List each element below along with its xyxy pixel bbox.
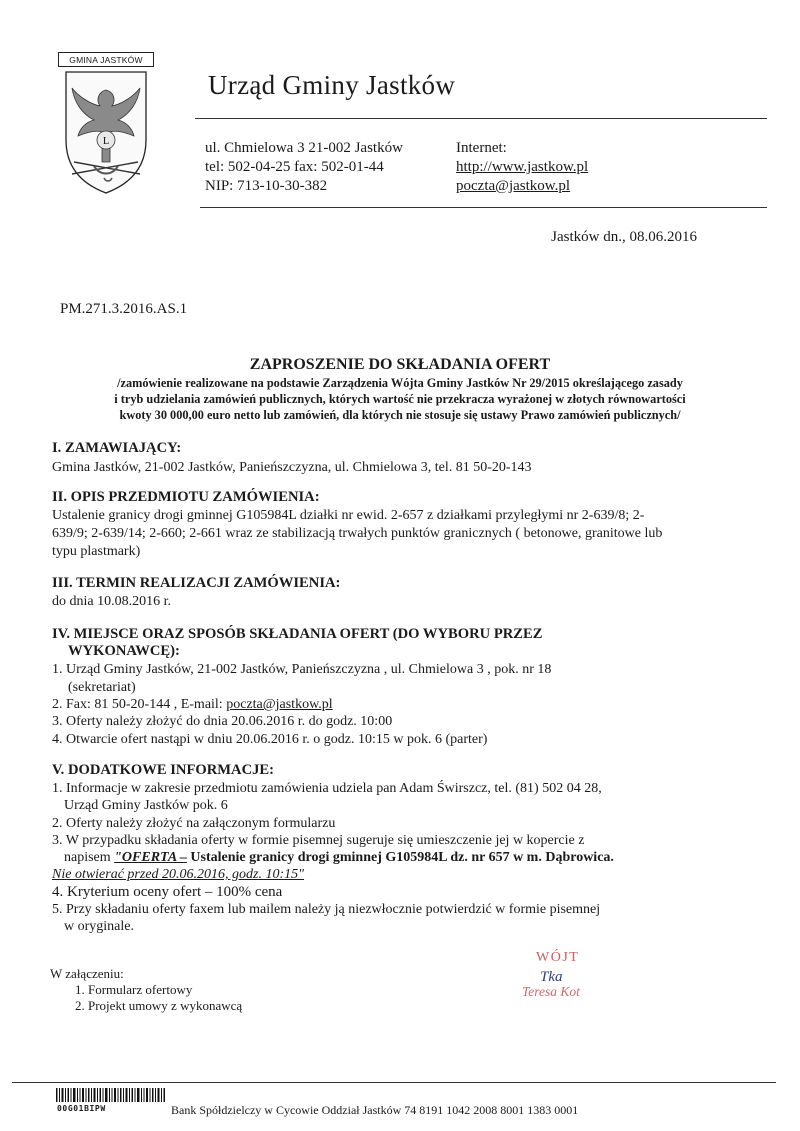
section-1-text: Gmina Jastków, 21-002 Jastków, Panieńszczyzna, ul. Chmielowa 3, tel. 81 50-20-143 [52, 460, 532, 475]
section-3-text: do dnia 10.08.2016 r. [52, 594, 171, 609]
internet-label: Internet: [456, 140, 507, 156]
section-2-heading: II. OPIS PRZEDMIOTU ZAMÓWIENIA: [52, 489, 320, 505]
document-date: Jastków dn., 08.06.2016 [551, 229, 697, 245]
list-item-cont [64, 849, 614, 867]
list-item: 2. Oferty należy złożyć na załączonym formularzu [52, 816, 336, 831]
list-item: 5. Przy składaniu oferty faxem lub mailem należy ją niezwłocznie potwierdzić w formie pisemnej [52, 902, 601, 917]
subtitle-line: i tryb udzielania zamówień publicznych, których wartość nie przekracza wyrażonej w złotych równowartości [114, 392, 686, 406]
oferta-label: "OFERTA – [114, 850, 187, 865]
stamp-title: WÓJT [536, 950, 580, 965]
list-item: 4. Kryterium oceny ofert – 100% cena [52, 884, 283, 900]
list-item-cont: Urząd Gminy Jastków pok. 6 [64, 798, 228, 813]
list-item-cont: w oryginale. [64, 919, 134, 934]
section-2-text [52, 507, 662, 561]
section-2-line: typu plastmark) [52, 544, 141, 559]
header-top-rule [195, 118, 767, 119]
signature: Tka [540, 969, 563, 985]
crest-label: GMINA JASTKÓW [58, 52, 154, 67]
svg-text:L: L [102, 136, 110, 147]
document-subtitle [60, 375, 740, 423]
section-1-heading: I. ZAMAWIAJĄCY: [52, 440, 182, 456]
stamp-name: Teresa Kot [522, 984, 580, 999]
attachment-item: 1. Formularz ofertowy [75, 982, 193, 997]
label-text: napisem [64, 850, 115, 865]
section-2-line: 639/9; 2-639/14; 2-660; 2-661 wraz ze stabilizacją trwałych punktów granicznych ( betonowe, granitowe lub [52, 526, 663, 541]
list-item: 4. Otwarcie ofert nastąpi w dniu 20.06.2016 r. o godz. 10:15 w pok. 6 (parter) [52, 732, 488, 747]
list-item [52, 696, 333, 714]
email-link[interactable]: poczta@jastkow.pl [226, 697, 333, 712]
document-title: ZAPROSZENIE DO SKŁADANIA OFERT [249, 356, 551, 373]
email-link[interactable]: poczta@jastkow.pl [456, 178, 571, 194]
bank-account: Bank Spółdzielczy w Cycowie Oddział Jastków 74 8191 1042 2008 8001 1383 0001 [171, 1103, 579, 1117]
do-not-open-note: Nie otwierać przed 20.06.2016, godz. 10:15" [52, 867, 305, 882]
fax-text: 2. Fax: 81 50-20-144 , E-mail: [52, 697, 227, 712]
subtitle-line: kwoty 30 000,00 euro netto lub zamówień, dla których nie stosuje się ustawy Prawo zamówień publicznych/ [119, 408, 681, 422]
attachments-heading: W załączeniu: [50, 966, 124, 981]
address-line-2: tel: 502-04-25 fax: 502-01-44 [205, 159, 384, 175]
attachment-item: 2. Projekt umowy z wykonawcą [75, 998, 243, 1013]
office-name: Urząd Gminy Jastków [208, 70, 456, 100]
footer-rule [12, 1082, 776, 1083]
section-5-heading: V. DODATKOWE INFORMACJE: [52, 762, 275, 778]
address-block [205, 139, 403, 196]
internet-block [456, 139, 588, 196]
eagle-crest-icon [60, 70, 152, 195]
list-item: 3. Oferty należy złożyć do dnia 20.06.2016 r. do godz. 10:00 [52, 714, 393, 729]
list-item: 3. W przypadku składania oferty w formie pisemnej sugeruje się umieszczenie jej w kopercie z [52, 833, 585, 848]
section-4-heading-cont: WYKONAWCĘ): [68, 643, 180, 659]
municipal-crest [58, 52, 154, 197]
list-item: 1. Informacje w zakresie przedmiotu zamówienia udziela pan Adam Świrszcz, tel. (81) 502 04 28, [52, 781, 602, 796]
subtitle-line: /zamówienie realizowane na podstawie Zarządzenia Wójta Gminy Jastków Nr 29/2015 określającego zasady [117, 376, 683, 390]
website-link[interactable]: http://www.jastkow.pl [456, 159, 589, 175]
list-item-cont: (sekretariat) [68, 680, 136, 695]
header-bottom-rule [200, 207, 767, 208]
barcode-icon [56, 1088, 166, 1102]
reference-number: PM.271.3.2016.AS.1 [60, 301, 188, 317]
list-item: 1. Urząd Gminy Jastków, 21-002 Jastków, Panieńszczyzna , ul. Chmielowa 3 , pok. nr 18 [52, 662, 552, 677]
address-line-1: ul. Chmielowa 3 21-002 Jastków [205, 140, 403, 156]
address-line-3: NIP: 713-10-30-382 [205, 178, 328, 194]
barcode-number: 00G01BIPW [57, 1104, 106, 1113]
section-4-heading: IV. MIEJSCE ORAZ SPOSÓB SKŁADANIA OFERT (DO WYBORU PRZEZ [52, 626, 543, 642]
section-2-line: Ustalenie granicy drogi gminnej G105984L działki nr ewid. 2-657 z działkami przyległymi nr 2-639/8; 2- [52, 508, 645, 523]
section-3-heading: III. TERMIN REALIZACJI ZAMÓWIENIA: [52, 575, 341, 591]
envelope-subject: Ustalenie granicy drogi gminnej G105984L dz. nr 657 w m. Dąbrowica. [186, 850, 614, 865]
